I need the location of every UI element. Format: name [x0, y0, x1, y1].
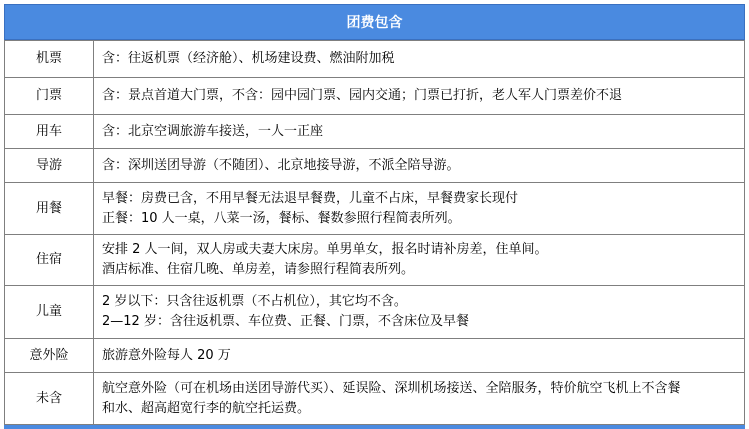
row-label: 未含 — [5, 373, 94, 425]
table-row — [5, 115, 745, 149]
row-line: 2—12 岁：含往返机票、车位费、正餐、门票，不含床位及早餐 — [102, 314, 469, 329]
row-label: 用车 — [5, 115, 94, 149]
row-label: 用餐 — [5, 183, 94, 235]
table-row — [5, 235, 745, 286]
row-value — [94, 115, 745, 149]
row-line: 航空意外险（可在机场由送团导游代买）、延误险、深圳机场接送、全陪服务，特价航空飞机上不含餐 — [102, 380, 681, 396]
row-line: 酒店标准、住宿几晚、单房差，请参照行程简表所列。 — [102, 262, 415, 277]
row-label: 住宿 — [5, 235, 94, 286]
table-row — [5, 41, 745, 78]
row-line: 正餐：10 人一桌，八菜一汤，餐标、餐数参照行程简表所列。 — [102, 210, 461, 226]
table-title: 团费包含 — [346, 15, 403, 31]
row-value — [94, 183, 745, 235]
table-footer-bar — [4, 425, 745, 429]
row-value — [94, 373, 745, 425]
row-line: 含：景点首道大门票，不含：园中园门票、园内交通；门票已打折，老人军人门票差价不退 — [102, 88, 623, 103]
table-header — [4, 4, 745, 40]
row-value — [94, 339, 745, 373]
row-line: 旅游意外险每人 20 万 — [102, 347, 231, 363]
row-line: 含：北京空调旅游车接送，一人一正座 — [102, 123, 324, 139]
row-line: 含：深圳送团导游（不随团）、北京地接导游，不派全陪导游。 — [102, 157, 460, 173]
row-line: 早餐：房费已含，不用早餐无法退早餐费，儿童不占床，早餐费家长现付 — [102, 190, 519, 206]
row-value — [94, 286, 745, 339]
row-label: 门票 — [5, 78, 94, 115]
table-row — [5, 183, 745, 235]
row-line: 和水、超高超宽行李的航空托运费。 — [102, 400, 311, 416]
row-label: 机票 — [5, 41, 94, 78]
row-value — [94, 41, 745, 78]
table-row — [5, 373, 745, 425]
row-line: 安排 2 人一间，双人房或夫妻大床房。单男单女，报名时请补房差，住单间。 — [102, 242, 548, 257]
row-label: 儿童 — [5, 286, 94, 339]
row-line: 含：往返机票（经济舱）、机场建设费、燃油附加税 — [102, 51, 395, 66]
row-label: 意外险 — [5, 339, 94, 373]
table-row — [5, 78, 745, 115]
table-row — [5, 149, 745, 183]
row-value — [94, 78, 745, 115]
table-row — [5, 286, 745, 339]
row-value — [94, 149, 745, 183]
package-table — [4, 40, 745, 425]
package-table-container — [4, 4, 745, 429]
row-line: 2 岁以下：只含往返机票（不占机位），其它均不含。 — [102, 294, 407, 309]
row-label: 导游 — [5, 149, 94, 183]
table-row — [5, 339, 745, 373]
row-value — [94, 235, 745, 286]
